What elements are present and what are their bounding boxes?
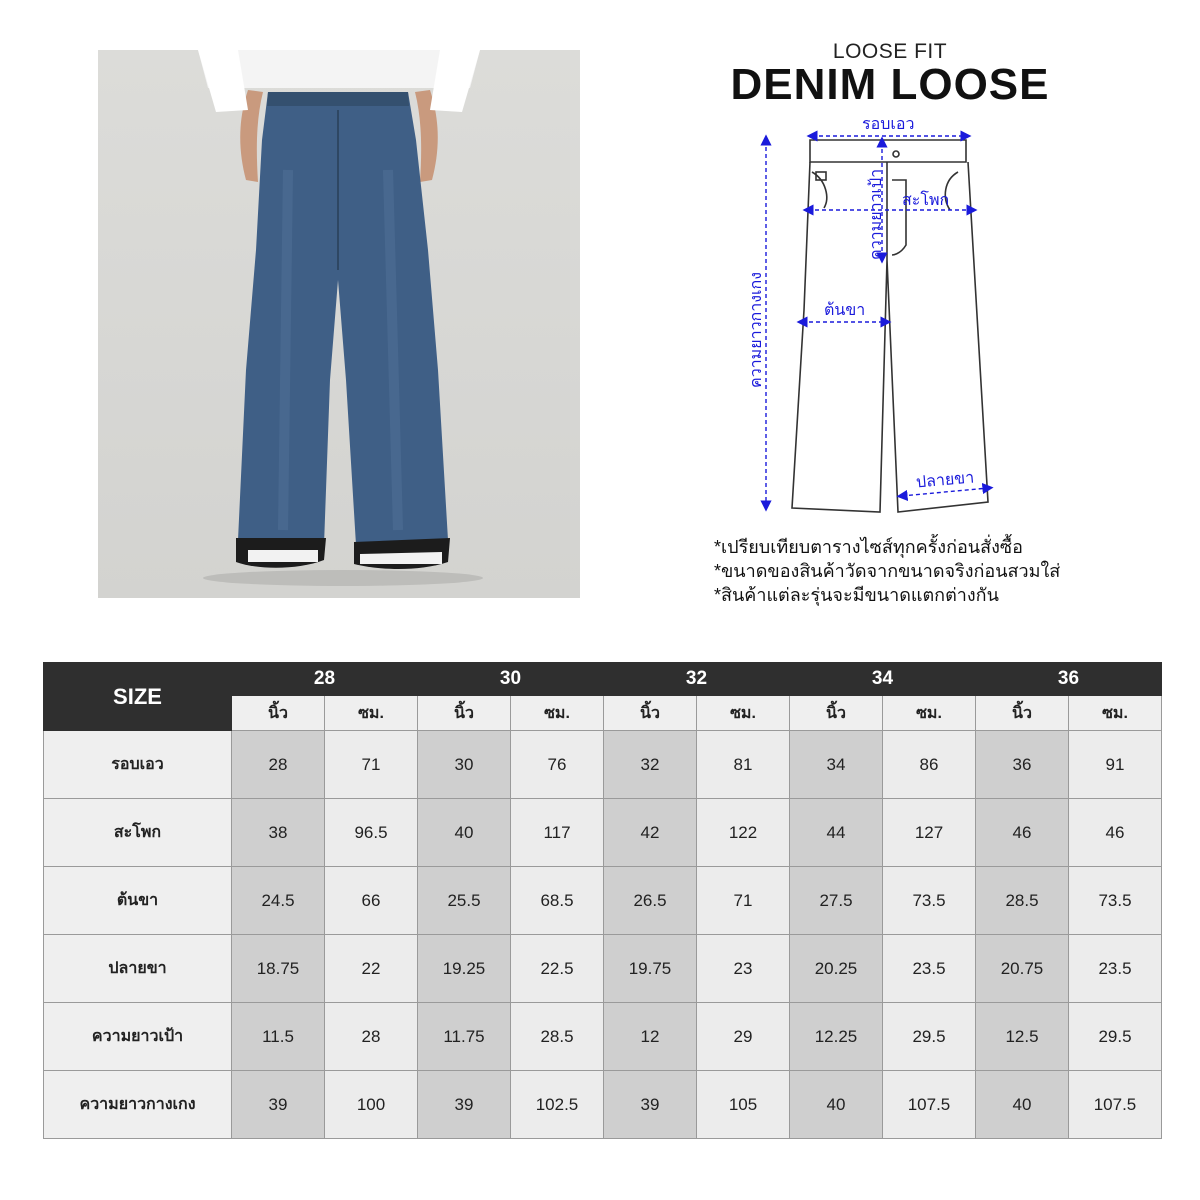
cm-value-cell: 96.5: [325, 799, 418, 867]
cm-value-cell: 28: [325, 1003, 418, 1071]
inch-value-cell: 26.5: [604, 867, 697, 935]
unit-inch-header: นิ้ว: [976, 696, 1069, 731]
inch-value-cell: 25.5: [418, 867, 511, 935]
note-item: *เปรียบเทียบตารางไซส์ทุกครั้งก่อนสั่งซื้อ: [714, 537, 1023, 557]
inch-value-cell: 18.75: [232, 935, 325, 1003]
row-label: ความยาวกางเกง: [44, 1071, 232, 1139]
thigh-label: ต้นขา: [824, 302, 866, 319]
cm-value-cell: 22: [325, 935, 418, 1003]
cm-value-cell: 71: [325, 731, 418, 799]
unit-inch-header: นิ้ว: [418, 696, 511, 731]
row-label: ต้นขา: [44, 867, 232, 935]
table-row: [44, 1071, 1162, 1139]
inch-value-cell: 40: [418, 799, 511, 867]
inch-value-cell: 12: [604, 1003, 697, 1071]
inch-value-cell: 27.5: [790, 867, 883, 935]
cm-value-cell: 127: [883, 799, 976, 867]
unit-cm-header: ซม.: [697, 696, 790, 731]
inch-value-cell: 11.5: [232, 1003, 325, 1071]
cm-value-cell: 46: [1069, 799, 1162, 867]
inch-value-cell: 32: [604, 731, 697, 799]
size-34-header: 34: [790, 663, 976, 696]
inch-value-cell: 20.75: [976, 935, 1069, 1003]
cm-value-cell: 68.5: [511, 867, 604, 935]
cm-value-cell: 22.5: [511, 935, 604, 1003]
inch-value-cell: 34: [790, 731, 883, 799]
cm-value-cell: 29.5: [1069, 1003, 1162, 1071]
inch-value-cell: 28.5: [976, 867, 1069, 935]
rise-label: ความยาวเป้า: [868, 168, 885, 260]
cm-value-cell: 117: [511, 799, 604, 867]
cm-value-cell: 86: [883, 731, 976, 799]
row-label: ความยาวเป้า: [44, 1003, 232, 1071]
cm-value-cell: 102.5: [511, 1071, 604, 1139]
product-title: DENIM LOOSE: [730, 60, 1050, 109]
inch-value-cell: 46: [976, 799, 1069, 867]
cm-value-cell: 23.5: [883, 935, 976, 1003]
table-row: [44, 731, 1162, 799]
inch-value-cell: 19.75: [604, 935, 697, 1003]
cm-value-cell: 66: [325, 867, 418, 935]
inch-value-cell: 39: [418, 1071, 511, 1139]
cm-value-cell: 73.5: [1069, 867, 1162, 935]
inch-value-cell: 20.25: [790, 935, 883, 1003]
cm-value-cell: 105: [697, 1071, 790, 1139]
table-row: [44, 935, 1162, 1003]
table-row: [44, 867, 1162, 935]
unit-inch-header: นิ้ว: [790, 696, 883, 731]
cm-value-cell: 107.5: [883, 1071, 976, 1139]
table-row: [44, 799, 1162, 867]
size-28-header: 28: [232, 663, 418, 696]
cm-value-cell: 71: [697, 867, 790, 935]
inch-value-cell: 38: [232, 799, 325, 867]
cm-value-cell: 29: [697, 1003, 790, 1071]
fit-subtitle: LOOSE FIT: [832, 40, 948, 63]
cm-value-cell: 122: [697, 799, 790, 867]
cm-value-cell: 23: [697, 935, 790, 1003]
inch-value-cell: 19.25: [418, 935, 511, 1003]
product-photo: [98, 50, 580, 598]
row-label: ปลายขา: [44, 935, 232, 1003]
row-label: รอบเอว: [44, 731, 232, 799]
cm-value-cell: 91: [1069, 731, 1162, 799]
unit-inch-header: นิ้ว: [604, 696, 697, 731]
size-notes: [714, 535, 1134, 607]
unit-cm-header: ซม.: [883, 696, 976, 731]
waist-label: รอบเอว: [862, 116, 915, 133]
inch-value-cell: 40: [976, 1071, 1069, 1139]
inch-value-cell: 28: [232, 731, 325, 799]
inch-value-cell: 30: [418, 731, 511, 799]
measurement-diagram: [730, 110, 1020, 525]
unit-inch-header: นิ้ว: [232, 696, 325, 731]
note-item: *ขนาดของสินค้าวัดจากขนาดจริงก่อนสวมใส่: [714, 561, 1061, 581]
inch-value-cell: 24.5: [232, 867, 325, 935]
note-item: *สินค้าแต่ละรุ่นจะมีขนาดแตกต่างกัน: [714, 585, 999, 605]
cm-value-cell: 28.5: [511, 1003, 604, 1071]
inch-value-cell: 39: [232, 1071, 325, 1139]
inch-value-cell: 42: [604, 799, 697, 867]
cm-value-cell: 23.5: [1069, 935, 1162, 1003]
size-header-row: [44, 663, 1162, 696]
unit-cm-header: ซม.: [1069, 696, 1162, 731]
size-chart-table: [43, 662, 1162, 1139]
inch-value-cell: 44: [790, 799, 883, 867]
hem-label: ปลายขา: [915, 469, 975, 492]
cm-value-cell: 100: [325, 1071, 418, 1139]
cm-value-cell: 76: [511, 731, 604, 799]
cm-value-cell: 107.5: [1069, 1071, 1162, 1139]
size-36-header: 36: [976, 663, 1162, 696]
cm-value-cell: 29.5: [883, 1003, 976, 1071]
inch-value-cell: 39: [604, 1071, 697, 1139]
inch-value-cell: 12.5: [976, 1003, 1069, 1071]
table-row: [44, 1003, 1162, 1071]
unit-cm-header: ซม.: [511, 696, 604, 731]
hip-label: สะโพก: [902, 192, 950, 209]
inch-value-cell: 12.25: [790, 1003, 883, 1071]
inch-value-cell: 36: [976, 731, 1069, 799]
size-corner-header: SIZE: [44, 663, 232, 731]
size-32-header: 32: [604, 663, 790, 696]
inch-value-cell: 11.75: [418, 1003, 511, 1071]
size-30-header: 30: [418, 663, 604, 696]
inch-value-cell: 40: [790, 1071, 883, 1139]
unit-cm-header: ซม.: [325, 696, 418, 731]
cm-value-cell: 81: [697, 731, 790, 799]
length-label: ความยาวกางเกง: [748, 271, 765, 388]
row-label: สะโพก: [44, 799, 232, 867]
cm-value-cell: 73.5: [883, 867, 976, 935]
